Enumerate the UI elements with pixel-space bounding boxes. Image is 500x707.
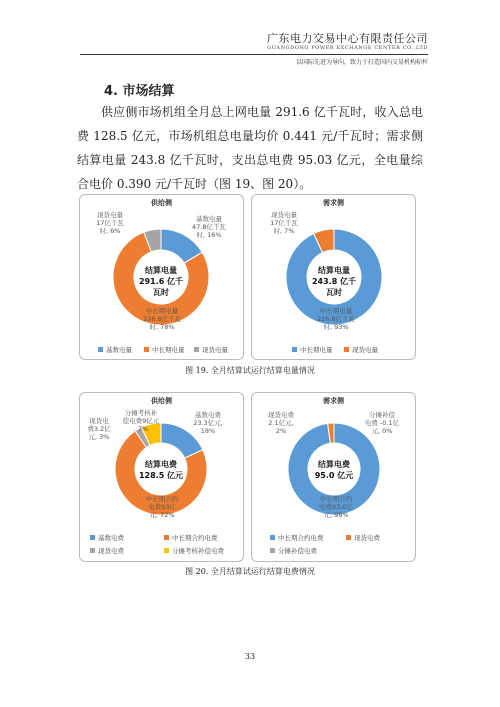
donut-center-text: 结算电量 243.8 亿千 瓦时 — [311, 266, 357, 297]
legend-item: 分摊补偿电费 — [270, 546, 317, 555]
page-header — [0, 0, 500, 70]
slice-label: 基数电量 47.8亿千瓦 时, 16% — [192, 215, 226, 239]
slice-label: 现货电费 2.1亿元, 2% — [268, 411, 294, 435]
panel-title: 需求侧 — [323, 199, 344, 207]
slice-label: 中长期合约 电费93.0亿 元, 98% — [319, 495, 353, 519]
page-number: 33 — [244, 652, 256, 661]
legend-item: 现货电量 — [194, 345, 228, 354]
legend-swatch — [270, 548, 275, 553]
legend-item: 现货电费 — [346, 533, 380, 542]
legend-swatch — [344, 347, 349, 352]
legend-item: 现货电费 — [90, 546, 124, 555]
legend-item: 中长期电量 — [292, 345, 333, 354]
company-name-en: GUANGDONG POWER EXCHANGE CENTER CO.,LTD — [267, 45, 428, 51]
figure-20-demand-panel — [251, 392, 416, 562]
legend-item: 中长期合约电费 — [164, 533, 218, 542]
donut-center-text: 结算电费 95.0 亿元 — [314, 460, 354, 480]
legend-swatch — [90, 535, 95, 540]
legend-swatch — [98, 347, 103, 352]
slice-label: 现货电 费3.2亿 元, 3% — [87, 417, 111, 441]
legend-item: 基数电量 — [98, 345, 132, 354]
slice-label: 中长期电量 226.8亿千瓦 时, 93% — [316, 307, 356, 331]
figure-19-supply-panel — [79, 194, 244, 360]
section-heading: 4. 市场结算 — [104, 84, 175, 99]
panel-title: 供给侧 — [151, 199, 172, 207]
slice-label: 现货电量 17亿千瓦 时, 7% — [270, 211, 298, 235]
donut-center-text: 结算电量 291.6 亿千 瓦时 — [138, 266, 184, 297]
slice-label: 基数电费 23.3亿元, 18% — [193, 411, 223, 435]
legend-swatch — [194, 347, 199, 352]
figure-19-caption: 图 19. 全月结算试运行结算电量情况 — [185, 366, 315, 375]
panel-title: 需求侧 — [323, 397, 344, 405]
legend-swatch — [164, 548, 169, 553]
legend-item: 基数电费 — [90, 533, 124, 542]
panel-title: 供给侧 — [151, 397, 172, 405]
slice-label: 现货电量 17亿千瓦 时, 6% — [96, 211, 124, 235]
header-divider — [80, 54, 428, 55]
legend-swatch — [164, 535, 169, 540]
legend-item: 现货电量 — [344, 345, 378, 354]
donut-center-text: 结算电费 128.5 亿元 — [138, 460, 184, 480]
legend-item: 中长期电量 — [144, 345, 185, 354]
body-paragraph: 供应侧市场机组全月总上网电量 291.6 亿千瓦时，收入总电费 128.5 亿元，市场机组总电量均价 0.441 元/千瓦时；需求侧结算电量 243.8 亿千瓦时，支出总电费 95.03 亿元，全电量综合电价 0.390 元/千瓦时（图 19、图 20）。 — [77, 105, 423, 191]
legend-item: 中长期合约电费 — [270, 533, 324, 542]
legend-item: 分摊考核补偿电费 — [164, 546, 224, 555]
legend-swatch — [144, 347, 149, 352]
figure-19-demand-panel — [251, 194, 416, 360]
legend-swatch — [292, 347, 297, 352]
slice-label: 中长期电量 226.8亿千瓦 时, 78% — [142, 307, 182, 331]
legend-swatch — [270, 535, 275, 540]
slice-label: 分摊补偿 电费 -0.1亿 元, 0% — [364, 411, 400, 435]
company-slogan: 以国际先进为导向，致力于打造国内交易机构标杆 — [295, 59, 428, 66]
legend-swatch — [346, 535, 351, 540]
figure-20-supply-panel — [79, 392, 244, 562]
slice-label: 分摊考核补 偿电费9亿元 , 7% — [122, 409, 160, 433]
company-name-cn: 广东电力交易中心有限责任公司 — [267, 32, 428, 45]
slice-label: 中长期合约 电费93亿 元, 72% — [145, 495, 179, 519]
figure-20-caption: 图 20. 全月结算试运行结算电费情况 — [185, 567, 315, 576]
legend-swatch — [90, 548, 95, 553]
